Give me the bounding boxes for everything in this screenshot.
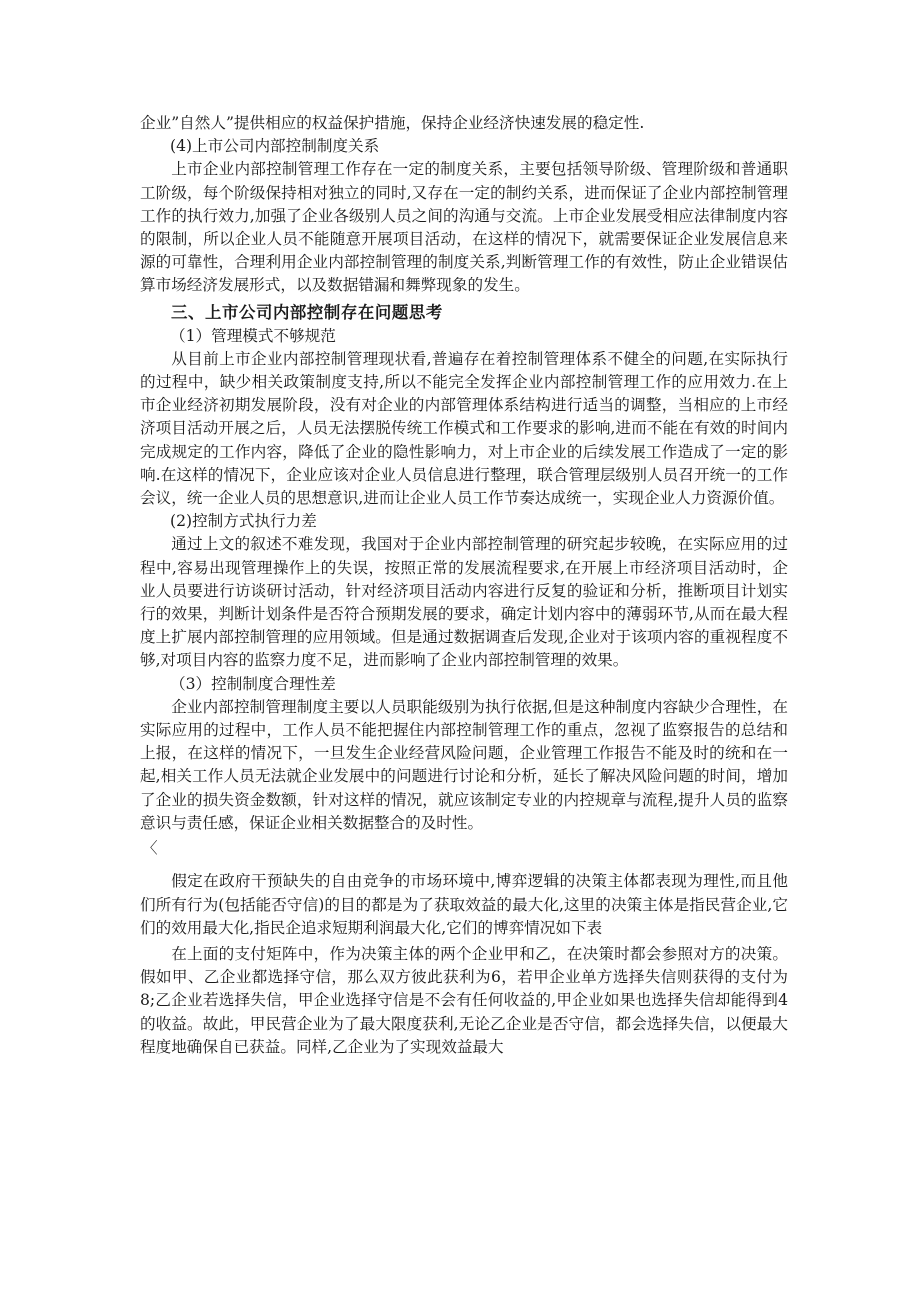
paragraph-body: 上市企业内部控制管理工作存在一定的制度关系，主要包括领导阶级、管理阶级和普通职工阶级，每个阶级保持相对独立的同时,又存在一定的制约关系，进而保证了企业内部控制管理工作的执行效力,加强了企业各级别人员之间的沟通与交流。上市企业发展受相应法律制度内容的限制，所以企业人员不能随意开展项目活动，在这样的情况下，就需要保证企业发展信息来源的可靠性，合理利用企业内部控制管理的制度关系,判断管理工作的有效性，防止企业错误估算市场经济发展形式，以及数据错漏和舞弊现象的发生。	[140, 160, 788, 295]
subheading-rationality: （3）控制制度合理性差	[170, 674, 336, 693]
subheading-internal-control-system: (4)上市公司内部控制制度关系	[170, 137, 380, 156]
subheading-execution: (2)控制方式执行力差	[170, 512, 317, 531]
section-title: 三、上市公司内部控制存在问题思考	[171, 302, 443, 322]
paragraph-body: 假定在政府干预缺失的自由竞争的市场环境中,博弈逻辑的决策主体都表现为理性,而且他们所有行为(包括能否守信)的目的都是为了获取效益的最大化,这里的决策主体是指民营企业,它们的效用最大化,指民企追求短期利润最大化,它们的博弈情况如下表	[140, 872, 788, 937]
document-page	[140, 112, 788, 1059]
paragraph-body: 在上面的支付矩阵中，作为决策主体的两个企业甲和乙，在决策时都会参照对方的决策。假如甲、乙企业都选择守信，那么双方彼此获利为6，若甲企业单方选择失信则获得的支付为8;乙企业若选择失信，甲企业选择守信是不会有任何收益的,甲企业如果也选择失信却能得到4的收益。故此，甲民营企业为了最大限度获利,无论乙企业是否守信，都会选择失信，以便最大程度地确保自已获益。同样,乙企业为了实现效益最大	[140, 944, 788, 1056]
subheading-management-mode: （1）管理模式不够规范	[170, 326, 336, 345]
paragraph-continuation: 企业”自然人”提供相应的权益保护措施，保持企业经济快速发展的稳定性.	[140, 114, 645, 132]
paragraph-body: 从目前上市企业内部控制管理现状看,普遍存在着控制管理体系不健全的问题,在实际执行的过程中，缺少相关政策制度支持,所以不能完全发挥企业内部控制管理工作的应用效力.在上市企业经济初期发展阶段，没有对企业的内部管理体系结构进行适当的调整，当相应的上市经济项目活动开展之后，人员无法摆脱传统工作模式和工作要求的影响,进而不能在有效的时间内完成规定的工作内容，降低了企业的隐性影响力，对上市企业的后续发展工作造成了一定的影响.在这样的情况下，企业应该对企业人员信息进行整理，联合管理层级别人员召开统一的工作会议，统一企业人员的思想意识,进而让企业人员工作节奏达成统一，实现企业人力资源价值。	[140, 349, 788, 508]
bracket-mark: 〈	[142, 839, 158, 858]
paragraph-body: 通过上文的叙述不难发现，我国对于企业内部控制管理的研究起步较晚，在实际应用的过程中,容易出现管理操作上的失误，按照正常的发展流程要求,在开展上市经济项目活动时，企业人员要进行访谈研讨活动，针对经济项目活动内容进行反复的验证和分析，推断项目计划实行的效果，判断计划条件是否符合预期发展的要求，确定计划内容中的薄弱环节,从而在最大程度上扩展内部控制管理的应用领域。但是通过数据调查后发现,企业对于该项内容的重视程度不够,对项目内容的监察力度不足，进而影响了企业内部控制管理的效果。	[140, 535, 788, 670]
paragraph-body: 企业内部控制管理制度主要以人员职能级别为执行依据,但是这种制度内容缺少合理性，在实际应用的过程中，工作人员不能把握住内部控制管理工作的重点，忽视了监察报告的总结和上报，在这样的情况下，一旦发生企业经营风险问题，企业管理工作报告不能及时的统和在一起,相关工作人员无法就企业发展中的问题进行讨论和分析，延长了解决风险问题的时间，增加了企业的损失资金数额，针对这样的情况，就应该制定专业的内控规章与流程,提升人员的监察意识与责任感，保证企业相关数据整合的及时性。	[140, 697, 788, 832]
